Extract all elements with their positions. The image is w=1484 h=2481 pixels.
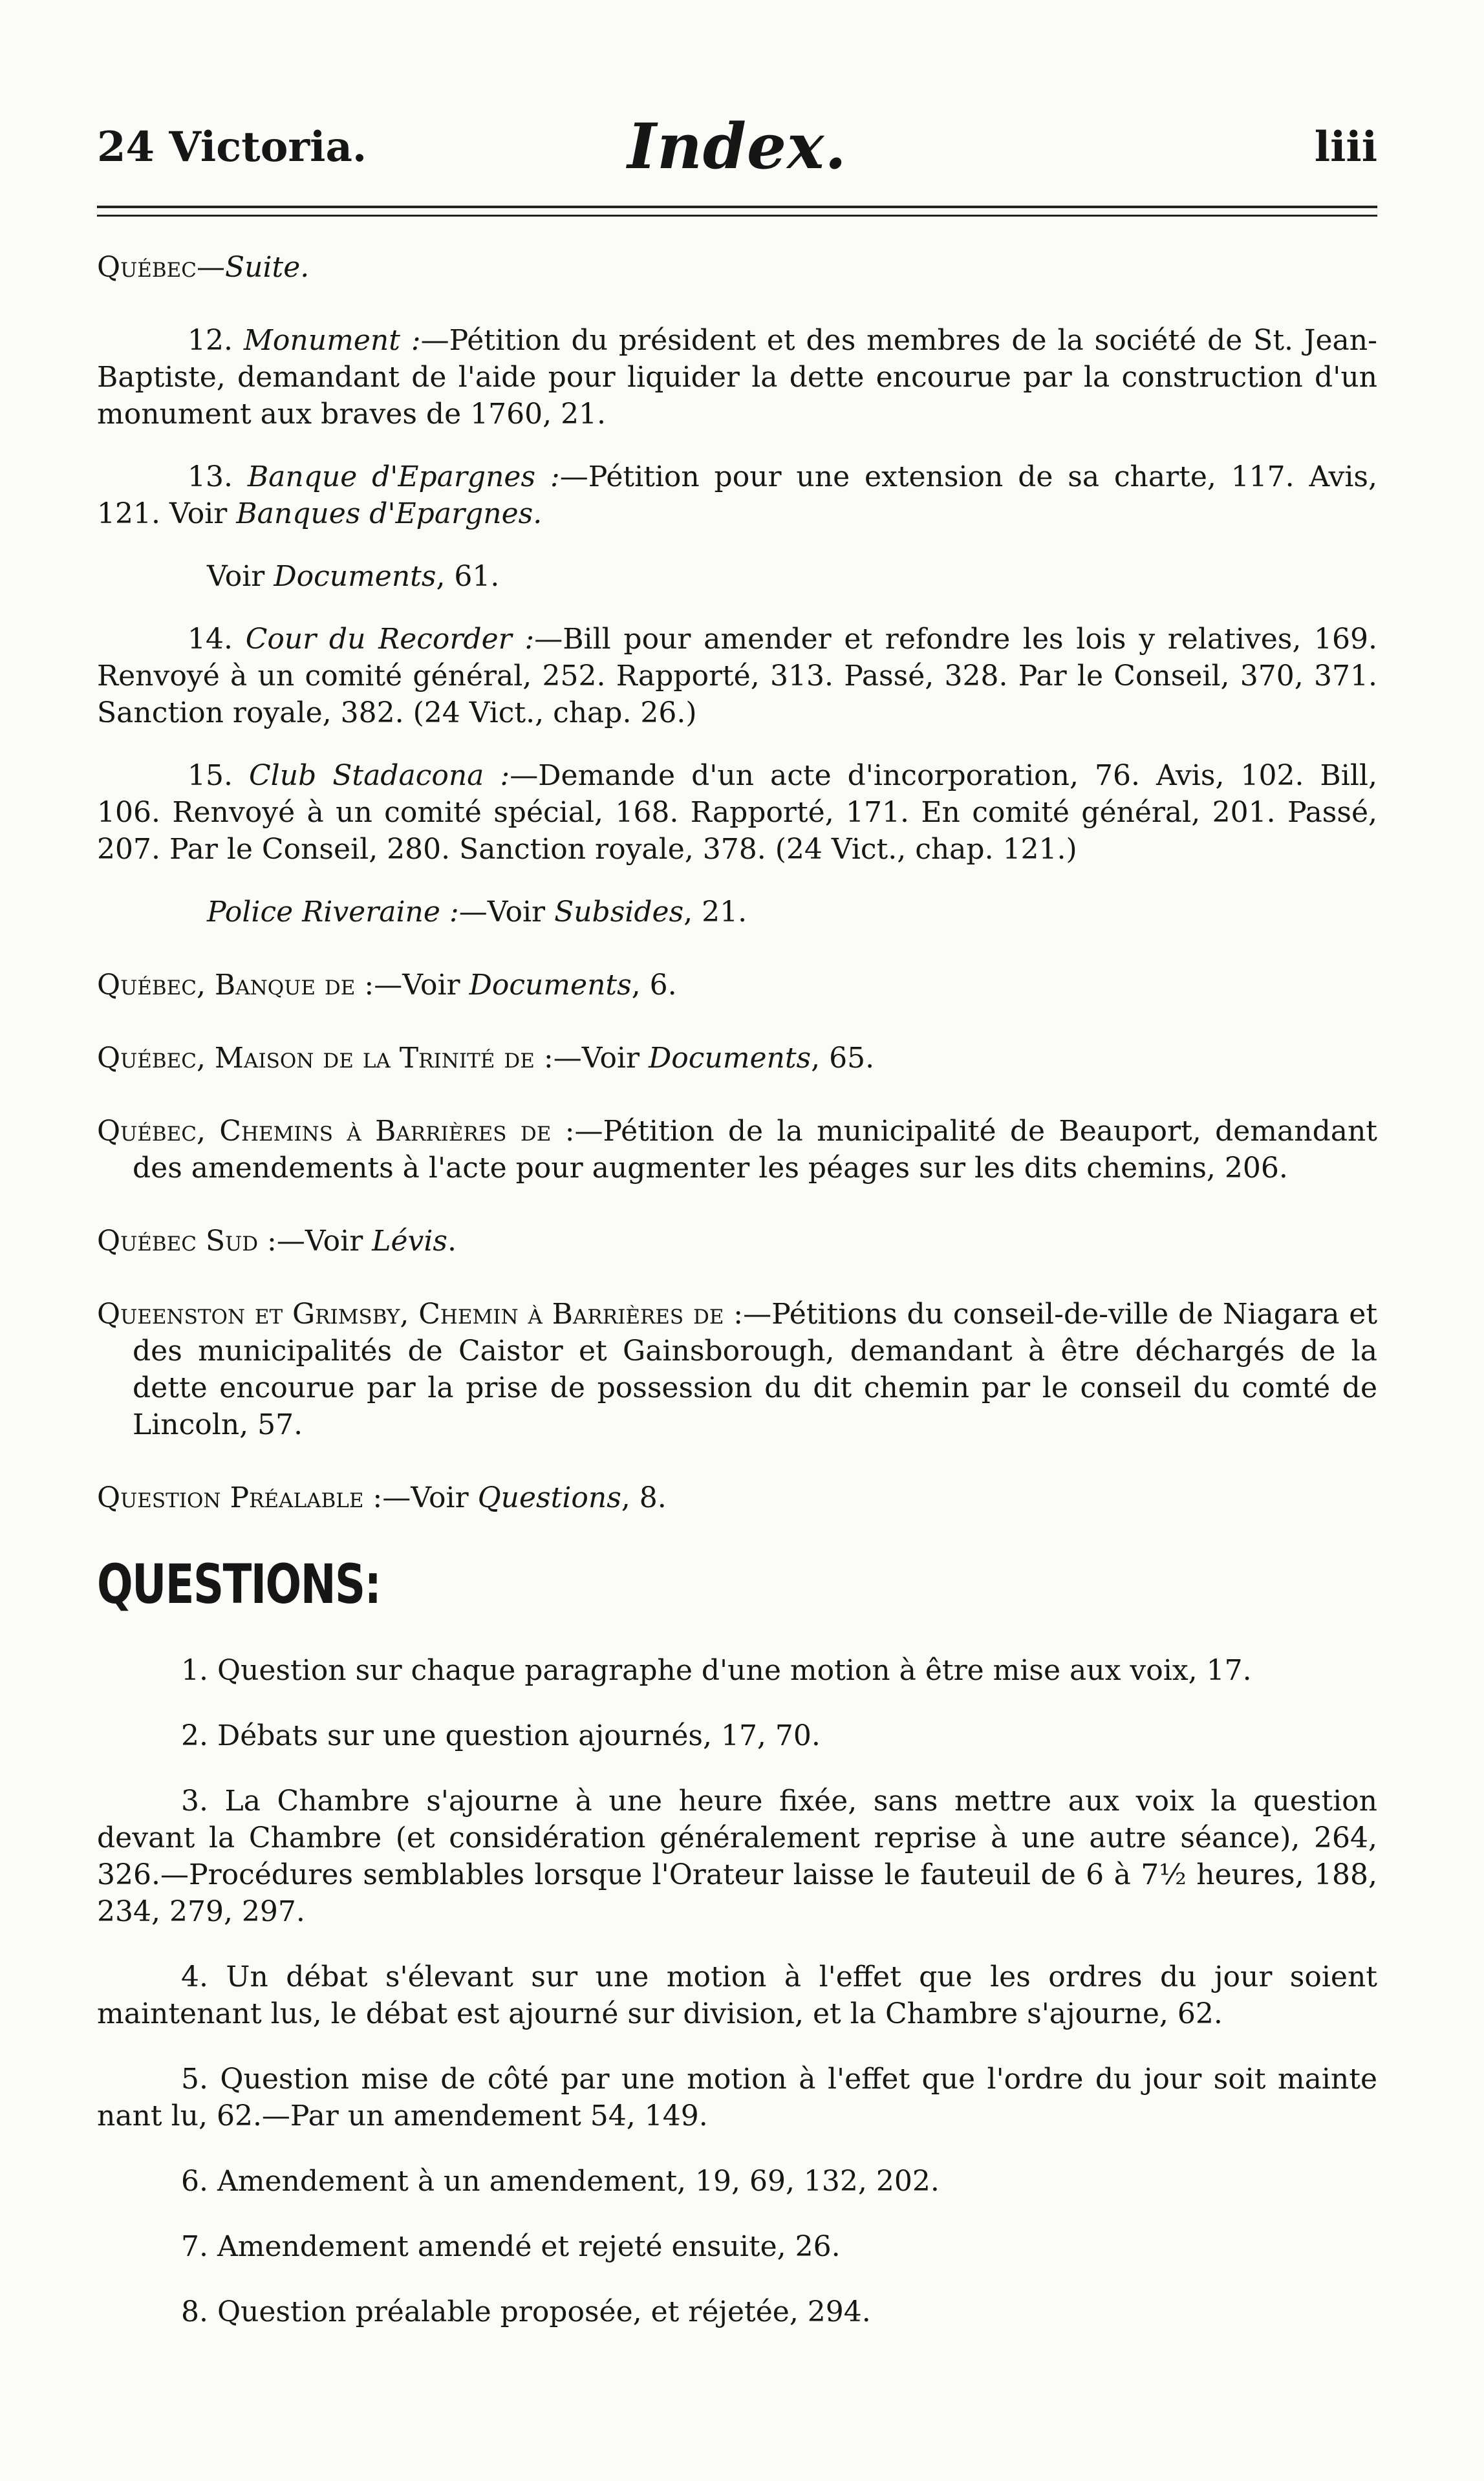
entry-prefix: —Voir (276, 1225, 372, 1258)
continued-heading-term: Québec— (97, 251, 225, 284)
entry-quebec-sud (97, 1223, 1377, 1260)
question-item-8 (97, 2293, 1377, 2330)
subentry-text: —Bill pour amender et refondre les lois y relatives, 169. Renvoyé à un comité général, 252. Rapporté, 313. Passé, 328. Par le Conseil, 370, 371. Sanction royale, 382. (24 Vict., chap. 26.) (97, 623, 1378, 729)
entry-heading: Québec, Chemins à Barrières de : (97, 1115, 575, 1148)
entry-prefix: —Voir (374, 969, 469, 1002)
question-number: 6. (181, 2165, 208, 2198)
entry-question-prealable (97, 1479, 1377, 1516)
subentry-term: Cour du Recorder : (245, 623, 535, 656)
question-number: 8. (181, 2295, 208, 2328)
subentry-number: 12. (188, 324, 233, 357)
entry-heading: Question Préalable : (97, 1481, 383, 1514)
entry-reference: Lévis (372, 1225, 447, 1258)
subentry-text: —Pétition du président et des membres de la société de St. Jean-Baptiste, demandant de l'aide pour liquider la dette encourue par la construction d'un monument aux braves de 1760, 21. (97, 324, 1377, 431)
subentry-13 (97, 458, 1377, 532)
police-reference: Subsides (554, 896, 684, 929)
question-text: Question préalable proposée, et réjetée, 294. (217, 2295, 871, 2328)
entry-reference: Questions (477, 1481, 621, 1514)
subentry-term: Club Stadacona : (249, 759, 510, 792)
question-text: Amendement à un amendement, 19, 69, 132, 202. (217, 2165, 940, 2198)
see-prefix: Voir (207, 560, 274, 593)
questions-heading: QUESTIONS: (97, 1552, 381, 1616)
header-title: Index. (627, 110, 847, 183)
header-rule-bottom (97, 215, 1377, 217)
entry-text: —Pétitions du conseil-de-ville de Niagara et des municipalités de Caistor et Gainsborough, demandant à être déchargés de la dette encourue par la prise de possession du dit chemin par le conseil du comté de Lincoln, 57. (133, 1298, 1377, 1441)
entry-heading: Québec, Maison de la Trinité de : (97, 1042, 554, 1075)
entry-quebec-chemins (97, 1113, 1377, 1187)
question-text: Amendement amendé et rejeté ensuite, 26. (217, 2230, 841, 2263)
question-text: Question sur chaque paragraphe d'une motion à être mise aux voix, 17. (217, 1654, 1252, 1687)
entry-suffix: . (447, 1225, 457, 1258)
subentry-14 (97, 621, 1377, 731)
question-number: 3. (181, 1785, 208, 1818)
index-content (97, 249, 1377, 2359)
subentry-15 (97, 757, 1377, 868)
question-number: 1. (181, 1654, 208, 1687)
entry-prefix: —Voir (382, 1481, 478, 1514)
question-text: Débats sur une question ajournés, 17, 70. (217, 1719, 821, 1752)
see-suffix: , 61. (436, 560, 500, 593)
question-item-3 (97, 1783, 1377, 1930)
entry-reference: Documents (469, 969, 632, 1002)
see-reference: Documents (274, 560, 436, 593)
question-text: Un débat s'élevant sur une motion à l'effet que les ordres du jour soient maintenant lus, le débat est ajourné sur division, et la Chambre s'ajourne, 62. (97, 1960, 1377, 2030)
question-item-7 (97, 2228, 1377, 2265)
entry-suffix: , 65. (811, 1042, 875, 1075)
continued-heading (97, 249, 1377, 286)
question-item-6 (97, 2163, 1377, 2200)
entry-prefix: —Voir (553, 1042, 649, 1075)
entry-heading: Queenston et Grimsby, Chemin à Barrières de : (97, 1298, 744, 1331)
header-rule-top (97, 206, 1377, 208)
question-text: Question mise de côté par une motion à l'effet que l'ordre du jour soit mainte nant lu, 62.—Par un amendement 54, 149. (97, 2063, 1377, 2132)
subentry-text: —Pétition pour une extension de sa charte, 117. Avis, 121. Voir (97, 460, 1377, 530)
entry-reference: Documents (649, 1042, 812, 1075)
subentry-term: Banque d'Epargnes : (247, 460, 560, 493)
police-riveraine-line (97, 894, 1377, 930)
police-prefix: —Voir (458, 896, 555, 929)
continued-heading-suite: Suite. (224, 251, 310, 284)
entry-quebec-banque (97, 967, 1377, 1004)
header-page-number: liii (1314, 123, 1377, 171)
question-text: La Chambre s'ajourne à une heure fixée, sans mettre aux voix la question devant la Chambre (et considération généralement reprise à une autre séance), 264, 326.—Procédures semblables lorsque l'Orateur laisse le fauteuil de 6 à 7½ heures, 188, 234, 279, 297. (97, 1785, 1377, 1928)
entry-suffix: , 8. (621, 1481, 667, 1514)
entry-heading: Québec, Banque de : (97, 969, 374, 1002)
police-suffix: , 21. (683, 896, 747, 929)
entry-text: —Pétition de la municipalité de Beauport, demandant des amendements à l'acte pour augmenter les péages sur les dits chemins, 206. (133, 1115, 1377, 1185)
question-number: 5. (181, 2063, 208, 2096)
subentry-text: —Demande d'un acte d'incorporation, 76. Avis, 102. Bill, 106. Renvoyé à un comité spécial, 168. Rapporté, 171. En comité général, 201. Passé, 207. Par le Conseil, 280. Sanction royale, 378. (24 Vict., chap. 121.) (97, 759, 1377, 866)
question-number: 7. (181, 2230, 208, 2263)
question-item-1 (97, 1652, 1377, 1689)
entry-heading: Québec Sud : (97, 1225, 277, 1258)
question-number: 4. (181, 1960, 208, 1993)
subentry-number: 14. (188, 623, 233, 656)
question-item-5 (97, 2061, 1377, 2134)
page-header (97, 110, 1377, 194)
question-item-4 (97, 1959, 1377, 2032)
entry-queenston-grimsby (97, 1296, 1377, 1443)
question-number: 2. (181, 1719, 208, 1752)
subentry-reference: Banques d'Epargnes. (236, 497, 543, 530)
subentry-12 (97, 322, 1377, 433)
question-item-2 (97, 1717, 1377, 1754)
entry-suffix: , 6. (631, 969, 677, 1002)
subentry-number: 13. (188, 460, 233, 493)
subentry-number: 15. (188, 759, 233, 792)
header-volume: 24 Victoria. (97, 123, 367, 171)
see-documents-line (97, 558, 1377, 595)
police-term: Police Riveraine : (207, 896, 459, 929)
subentry-term: Monument : (243, 324, 421, 357)
entry-quebec-trinite (97, 1040, 1377, 1077)
